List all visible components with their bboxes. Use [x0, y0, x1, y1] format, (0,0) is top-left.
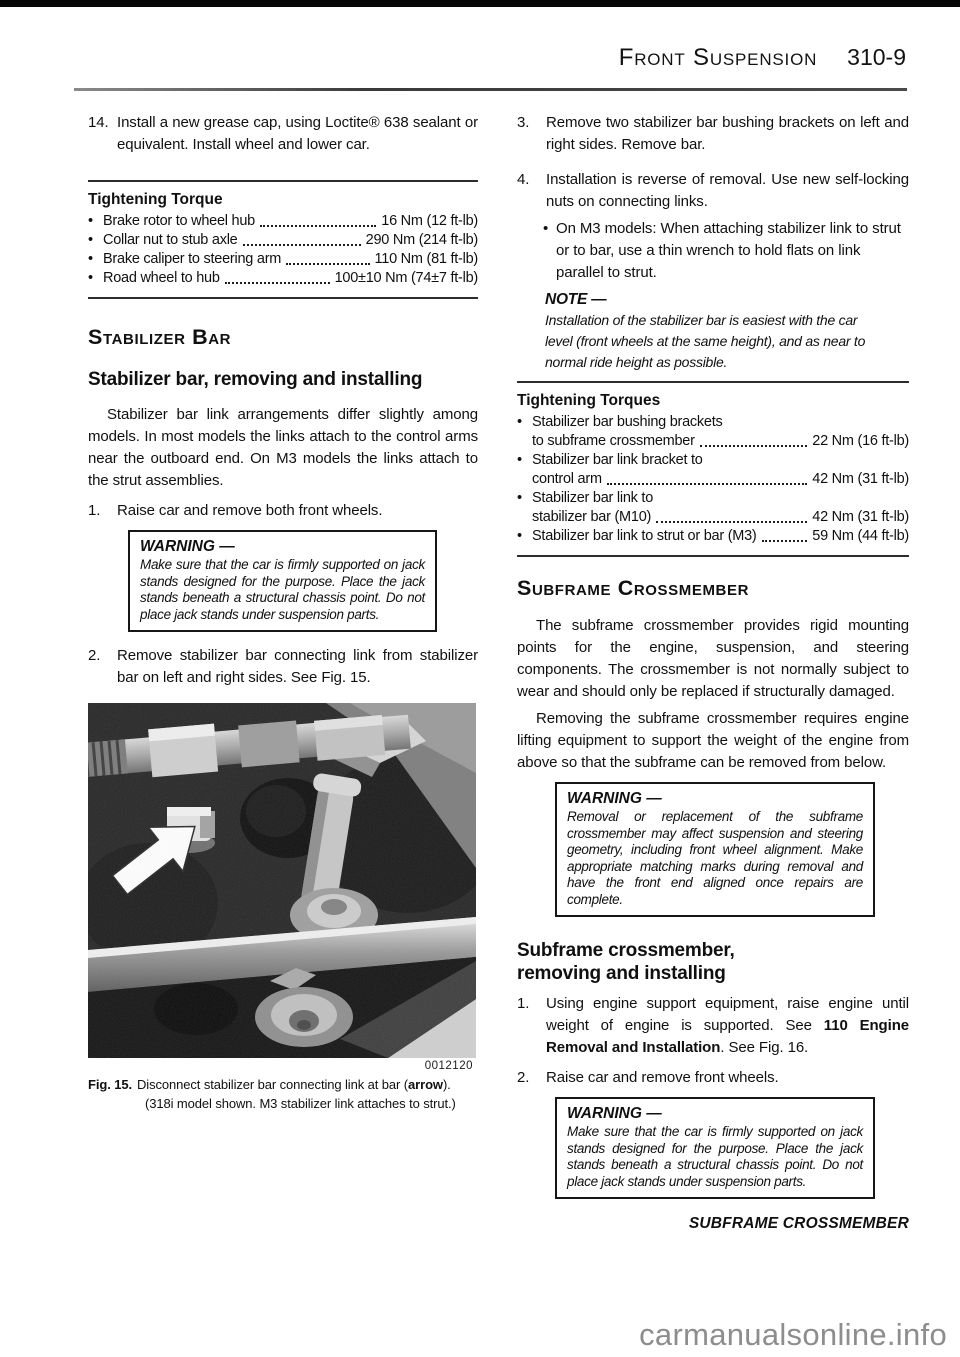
m3-models-bullet: [543, 218, 909, 284]
torque-title: Tightening Torque: [88, 191, 223, 208]
torque-value: 290 Nm (214 ft-lb): [365, 232, 478, 248]
subframe-paragraph-2: Removing the subframe crossmember requires engine lifting equipment to support the weight of the engine from above so that the subframe can be removed from below.: [517, 710, 909, 771]
step-1: [88, 500, 478, 522]
warning-text: Make sure that the car is firmly supported on jack stands designed for the purpose. Place the jack stands beneath a structural chassis point. Do not place jack stands under suspension parts.: [567, 1124, 863, 1189]
step-text: Raise car and remove both front wheels.: [117, 502, 383, 519]
step-number: 1.: [88, 502, 101, 519]
torque-label-line1: • Stabilizer bar link to: [532, 490, 654, 506]
step-number: 3.: [517, 114, 530, 131]
step-number: 14.: [88, 114, 109, 131]
watermark-link[interactable]: carmanualsonline.info: [639, 1317, 947, 1352]
header-rule: [74, 88, 907, 91]
warning-title: WARNING —: [567, 1105, 662, 1122]
torque-label-line1: • Stabilizer bar link bracket to: [532, 452, 703, 468]
torque-title: Tightening Torques: [517, 392, 661, 409]
torque-label: • Brake caliper to steering arm: [103, 251, 282, 267]
step-1-subframe: [517, 993, 909, 1059]
photo-id: 0012120: [424, 1060, 473, 1072]
step-2: [88, 645, 478, 689]
step-text-pre: Using engine support equipment, raise engine until weight of engine is supported. See: [546, 995, 909, 1034]
stabilizer-intro-paragraph: Stabilizer bar link arrangements differ slightly among models. In most models the links attach to the control arms near the outboard end. On M3 models the links attach to the strut assemblies.: [88, 406, 478, 489]
torque-label: • Brake rotor to wheel hub: [103, 213, 255, 229]
left-column: [88, 112, 478, 1113]
dot-leader: [243, 244, 361, 246]
torque-row: [88, 231, 478, 250]
step-text: Raise car and remove front wheels.: [546, 1069, 779, 1086]
step-number: 2.: [517, 1069, 530, 1086]
torque-label-line2: to subframe crossmember: [532, 433, 695, 449]
tightening-torques-box: [517, 381, 909, 557]
step-text: Installation is reverse of removal. Use new self-locking nuts on connecting links.: [546, 171, 909, 210]
step-text: Remove stabilizer bar connecting link from stabilizer bar on left and right sides. See Fig. 15.: [117, 647, 478, 686]
torque-label-line2: stabilizer bar (M10): [532, 509, 652, 525]
step-number: 1.: [517, 995, 530, 1012]
torque-label-line2: control arm: [532, 471, 602, 487]
bullet-text: • On M3 models: When attaching stabilizer link to strut or to bar, use a thin wrench to hold flats on link parallel to strut.: [556, 220, 901, 281]
step-number: 4.: [517, 171, 530, 188]
torque-value: 22 Nm (16 ft-lb): [812, 433, 909, 449]
caption-label: Fig. 15.: [88, 1077, 132, 1092]
footer-section-reference: SUBFRAME CROSSMEMBER: [688, 1215, 909, 1232]
figure-photo: [88, 703, 476, 1058]
note-text: Installation of the stabilizer bar is easiest with the car level (front wheels at the same height), and as near to normal ride height as possible.: [545, 312, 866, 370]
caption-bold-arrow: arrow: [408, 1077, 443, 1092]
step-14: [88, 112, 478, 156]
step-number: 2.: [88, 647, 101, 664]
note-title: NOTE —: [545, 291, 607, 308]
dot-leader: [762, 540, 808, 542]
torque-value: 16 Nm (12 ft-lb): [381, 213, 478, 229]
step-text: Remove two stabilizer bar bushing brackets on left and right sides. Remove bar.: [546, 114, 909, 153]
header-page-number: 310-9: [847, 44, 906, 70]
dot-leader: [607, 483, 807, 485]
subheading-subframe-removing: Subframe crossmember, removing and installing: [517, 940, 735, 984]
torque-row: [88, 212, 478, 231]
torque-row: [88, 250, 478, 269]
subframe-paragraph-1: The subframe crossmember provides rigid mounting points for the engine, suspension, and steering components. The crossmember is not normally subject to wear and should only be replaced if structurally damaged.: [517, 617, 909, 700]
torque-row: [517, 451, 909, 489]
warning-title: WARNING —: [140, 538, 235, 555]
torque-label: • Stabilizer bar link to strut or bar (M3): [532, 528, 757, 544]
section-heading-stabilizer-bar: Stabilizer Bar: [88, 325, 232, 349]
dot-leader: [260, 225, 376, 227]
dot-leader: [700, 445, 808, 447]
torque-label: • Road wheel to hub: [103, 270, 220, 286]
dot-leader: [286, 263, 369, 265]
warning-box-jack-stands: [128, 530, 437, 632]
torque-row: [517, 413, 909, 451]
step-text: [546, 993, 909, 1059]
step-2-subframe: [517, 1067, 909, 1089]
torque-value: 42 Nm (31 ft-lb): [812, 509, 909, 525]
figure-caption: [88, 1075, 476, 1113]
scan-top-edge: [0, 0, 960, 7]
header-section-title: Front Suspension: [618, 44, 818, 71]
torque-row: [517, 527, 909, 546]
warning-box-jack-stands-2: [555, 1097, 875, 1199]
right-column: [517, 112, 909, 1233]
torque-label-line1: • Stabilizer bar bushing brackets: [532, 414, 723, 430]
figure-15: [88, 703, 476, 1113]
step-text-bold-reference: 110 Engine Removal and Installation: [546, 1017, 909, 1056]
torque-value: 42 Nm (31 ft-lb): [812, 471, 909, 487]
section-heading-subframe-crossmember: Subframe Crossmember: [517, 576, 750, 600]
subheading-stabilizer-bar-removing: Stabilizer bar, removing and installing: [88, 369, 423, 390]
torque-row: [88, 269, 478, 288]
tightening-torque-box: [88, 180, 478, 299]
dot-leader: [225, 282, 330, 284]
step-3: [517, 112, 909, 156]
torque-row: [517, 489, 909, 527]
page-header: [88, 44, 906, 72]
torque-value: 100±10 Nm (74±7 ft-lb): [334, 270, 478, 286]
torque-value: 59 Nm (44 ft-lb): [812, 528, 909, 544]
caption-text: Disconnect stabilizer bar connecting link at bar (: [137, 1077, 409, 1092]
warning-title: WARNING —: [567, 790, 662, 807]
dot-leader: [656, 521, 807, 523]
warning-box-subframe-alignment: [555, 782, 875, 917]
torque-label: • Collar nut to stub axle: [103, 232, 238, 248]
note-block: [545, 289, 883, 373]
step-text-post: . See Fig. 16.: [720, 1039, 809, 1056]
warning-text: Make sure that the car is firmly supported on jack stands designed for the purpose. Place the jack stands beneath a structural chassis point. Do not place jack stands under suspension parts.: [140, 557, 425, 622]
step-4: [517, 169, 909, 213]
step-text: Install a new grease cap, using Loctite® 638 sealant or equivalent. Install wheel and lower car.: [117, 114, 478, 153]
torque-value: 110 Nm (81 ft-lb): [374, 251, 478, 267]
warning-text: Removal or replacement of the subframe crossmember may affect suspension and steering geometry, including front wheel alignment. Make appropriate matching marks during removal and have the front end aligned once repairs are complete.: [567, 809, 863, 907]
caption-text-end: ). (318i model shown. M3 stabilizer link attaches to strut.): [145, 1077, 456, 1111]
